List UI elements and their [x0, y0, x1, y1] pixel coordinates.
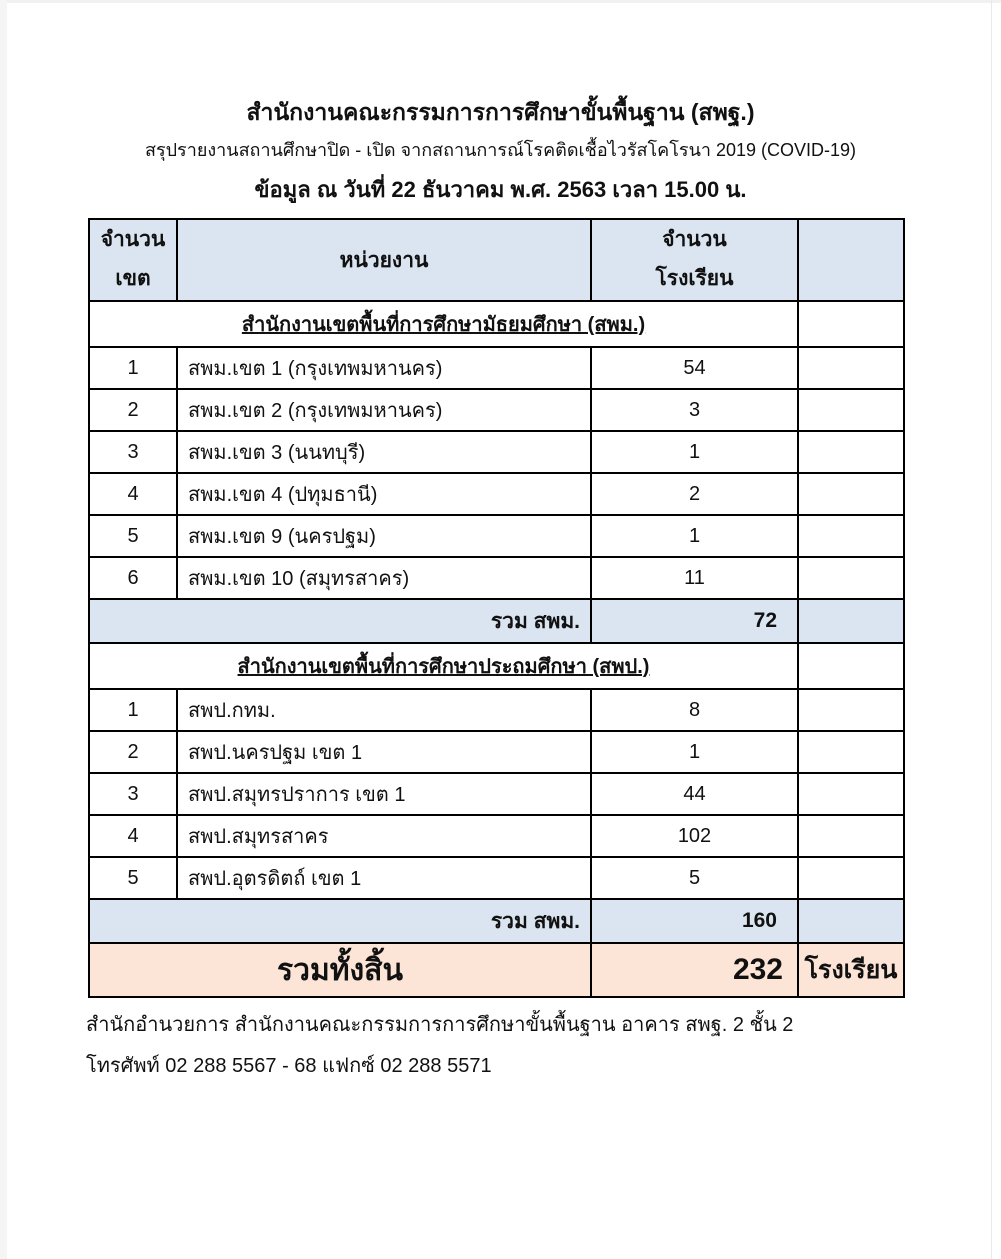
empty-cell: [798, 643, 904, 689]
row-number-cell: 1: [89, 689, 177, 731]
header-zone-count: [89, 219, 177, 301]
table-row: [89, 347, 904, 389]
empty-cell: [798, 431, 904, 473]
empty-cell: [798, 689, 904, 731]
subtotal-value: 160: [591, 899, 798, 943]
empty-cell: [798, 473, 904, 515]
page-edge-right: [991, 0, 992, 1259]
empty-cell: [798, 301, 904, 347]
header-school-count-line2: โรงเรียน: [655, 267, 734, 291]
row-number-cell: 2: [89, 389, 177, 431]
section-header-spm: [89, 301, 904, 347]
subtotal-row-spm: [89, 599, 904, 643]
footer-phone: โทรศัพท์ 02 288 5567 - 68 แฟกซ์ 02 288 5571: [86, 1055, 492, 1078]
section-title-spp: สำนักงานเขตพื้นที่การศึกษาประถมศึกษา (สพป.): [89, 643, 798, 689]
empty-cell: [798, 515, 904, 557]
date-line: ข้อมูล ณ วันที่ 22 ธันวาคม พ.ศ. 2563 เวลา 15.00 น.: [254, 177, 747, 203]
school-count-cell: 1: [591, 731, 798, 773]
schools-report-table: [88, 218, 905, 998]
unit-cell: สพป.สมุทรปราการ เขต 1: [177, 773, 591, 815]
row-number-cell: 6: [89, 557, 177, 599]
school-count-cell: 3: [591, 389, 798, 431]
table-row: [89, 389, 904, 431]
unit-cell: สพม.เขต 9 (นครปฐม): [177, 515, 591, 557]
row-number-cell: 1: [89, 347, 177, 389]
empty-cell: [798, 773, 904, 815]
unit-cell: สพป.กทม.: [177, 689, 591, 731]
grand-total-value: 232: [591, 943, 798, 997]
grand-total-unit: โรงเรียน: [798, 943, 904, 997]
subtotal-label: รวม สพม.: [89, 599, 591, 643]
subtotal-row-spp: [89, 899, 904, 943]
header-zone-count-line2: เขต: [115, 267, 151, 291]
header-zone-count-line1: จำนวน: [100, 228, 166, 252]
empty-cell: [798, 389, 904, 431]
subtotal-label: รวม สพม.: [89, 899, 591, 943]
row-number-cell: 5: [89, 515, 177, 557]
unit-cell: สพม.เขต 4 (ปทุมธานี): [177, 473, 591, 515]
row-number-cell: 4: [89, 473, 177, 515]
school-count-cell: 102: [591, 815, 798, 857]
page-subtitle: สรุปรายงานสถานศึกษาปิด - เปิด จากสถานการณ์โรคติดเชื้อไวรัสโคโรนา 2019 (COVID-19): [144, 140, 857, 161]
table-row: [89, 515, 904, 557]
school-count-cell: 2: [591, 473, 798, 515]
unit-cell: สพป.อุตรดิตถ์ เขต 1: [177, 857, 591, 899]
empty-cell: [798, 815, 904, 857]
table-row: [89, 857, 904, 899]
header-unit: หน่วยงาน: [177, 219, 591, 301]
school-count-cell: 54: [591, 347, 798, 389]
grand-total-row: [89, 943, 904, 997]
table-row: [89, 731, 904, 773]
table-header-row: [89, 219, 904, 301]
unit-cell: สพป.นครปฐม เขต 1: [177, 731, 591, 773]
school-count-cell: 44: [591, 773, 798, 815]
page-edge-top: [0, 0, 1001, 3]
header-extra-cell: [798, 219, 904, 301]
empty-cell: [798, 857, 904, 899]
school-count-cell: 5: [591, 857, 798, 899]
unit-cell: สพม.เขต 2 (กรุงเทพมหานคร): [177, 389, 591, 431]
school-count-cell: 11: [591, 557, 798, 599]
table-row: [89, 473, 904, 515]
document-footer: [86, 1011, 1001, 1080]
school-count-cell: 1: [591, 515, 798, 557]
unit-cell: สพม.เขต 3 (นนทบุรี): [177, 431, 591, 473]
row-number-cell: 3: [89, 773, 177, 815]
unit-cell: สพม.เขต 1 (กรุงเทพมหานคร): [177, 347, 591, 389]
empty-cell: [798, 557, 904, 599]
page-title: สำนักงานคณะกรรมการการศึกษาขั้นพื้นฐาน (สพฐ.): [246, 99, 755, 125]
empty-cell: [798, 899, 904, 943]
unit-cell: สพป.สมุทรสาคร: [177, 815, 591, 857]
header-school-count: [591, 219, 798, 301]
table-row: [89, 431, 904, 473]
footer-address: สำนักอำนวยการ สำนักงานคณะกรรมการการศึกษาขั้นพื้นฐาน อาคาร สพฐ. 2 ชั้น 2: [86, 1014, 794, 1037]
grand-total-label: รวมทั้งสิ้น: [89, 943, 591, 997]
row-number-cell: 5: [89, 857, 177, 899]
section-title-spm: สำนักงานเขตพื้นที่การศึกษามัธยมศึกษา (สพม.): [89, 301, 798, 347]
header-school-count-line1: จำนวน: [662, 228, 727, 252]
school-count-cell: 1: [591, 431, 798, 473]
row-number-cell: 4: [89, 815, 177, 857]
subtotal-value: 72: [591, 599, 798, 643]
table-row: [89, 689, 904, 731]
page-edge-left: [0, 0, 7, 1259]
empty-cell: [798, 347, 904, 389]
section-header-spp: [89, 643, 904, 689]
row-number-cell: 3: [89, 431, 177, 473]
table-row: [89, 557, 904, 599]
empty-cell: [798, 731, 904, 773]
empty-cell: [798, 599, 904, 643]
table-row: [89, 815, 904, 857]
school-count-cell: 8: [591, 689, 798, 731]
unit-cell: สพม.เขต 10 (สมุทรสาคร): [177, 557, 591, 599]
table-row: [89, 773, 904, 815]
row-number-cell: 2: [89, 731, 177, 773]
